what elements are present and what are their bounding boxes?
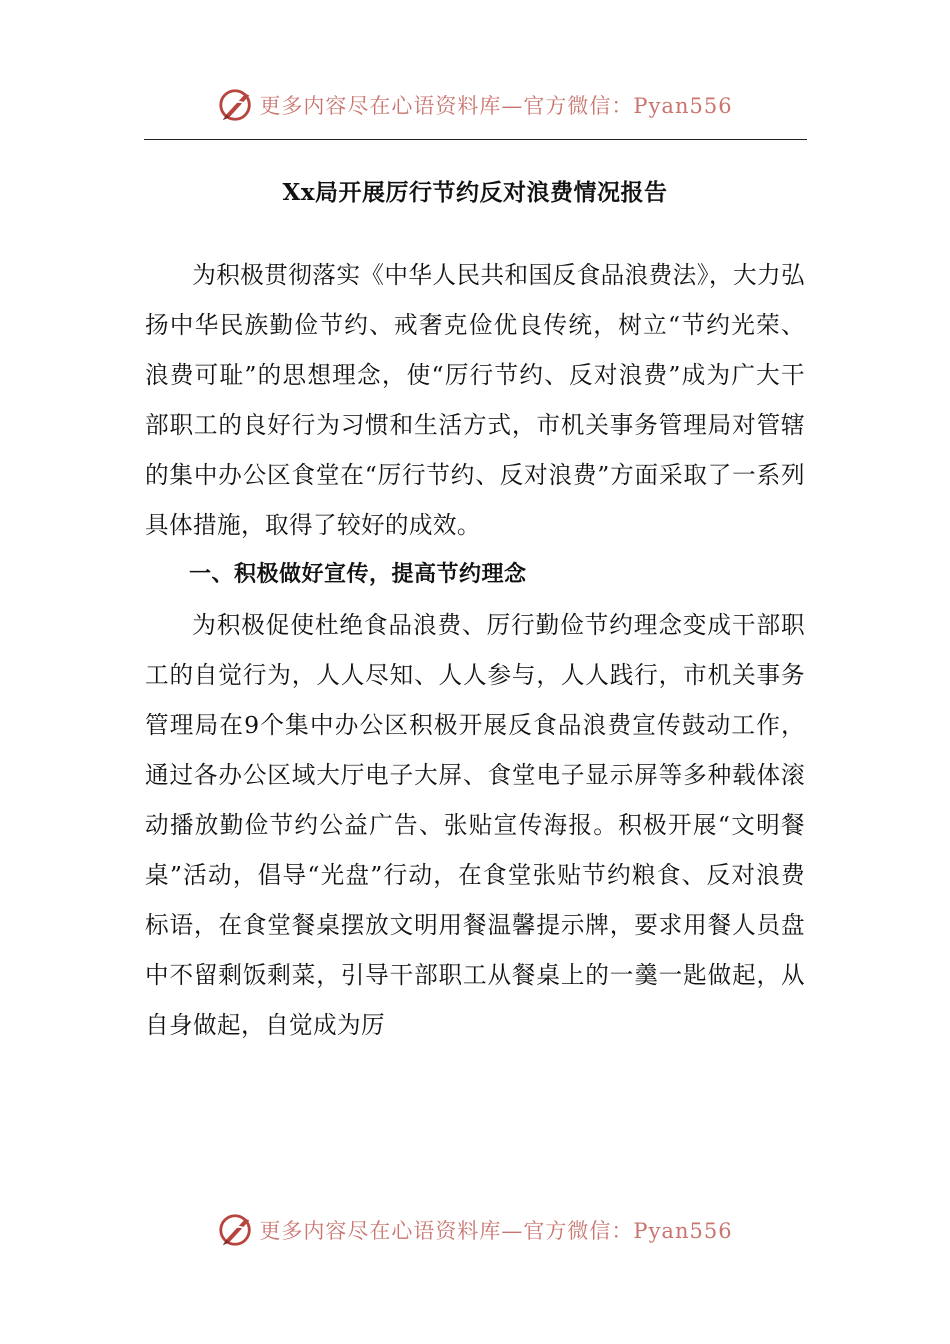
pen-logo-icon xyxy=(217,86,255,124)
pen-logo-icon xyxy=(217,1211,255,1249)
section-paragraph: 为积极促使杜绝食品浪费、厉行勤俭节约理念变成干部职工的自觉行为，人人尽知、人人参与，人人践行，市机关事务管理局在9个集中办公区积极开展反食品浪费宣传鼓动工作，通过各办公区域大厅电子大屏、食堂电子显示屏等多种载体滚动播放勤俭节约公益广告、张贴宣传海报。积极开展“文明餐桌”活动，倡导“光盘”行动，在食堂张贴节约粮食、反对浪费标语，在食堂餐桌摆放文明用餐温馨提示牌，要求用餐人员盘中不留剩饭剩菜，引导干部职工从餐桌上的一羹一匙做起，从自身做起，自觉成为厉 xyxy=(145,611,805,1039)
banner-text: 更多内容尽在心语资料库—官方微信：Pyan556 xyxy=(259,94,733,118)
intro-paragraph: 为积极贯彻落实《中华人民共和国反食品浪费法》，大力弘扬中华民族勤俭节约、戒奢克俭优良传统，树立“节约光荣、浪费可耻”的思想理念，使“厉行节约、反对浪费”成为广大干部职工的良好行为习惯和生活方式，市机关事务管理局对管辖的集中办公区食堂在“厉行节约、反对浪费”方面采取了一系列具体措施，取得了较好的成效。 xyxy=(145,261,805,539)
document-body xyxy=(145,250,805,1050)
header-divider xyxy=(144,139,807,140)
document-title: Xx局开展厉行节约反对浪费情况报告 xyxy=(282,179,668,206)
section-heading: 一、积极做好宣传，提高节约理念 xyxy=(189,562,527,587)
header-banner xyxy=(0,80,950,130)
footer-banner xyxy=(0,1205,950,1255)
banner-text: 更多内容尽在心语资料库—官方微信：Pyan556 xyxy=(259,1219,733,1243)
